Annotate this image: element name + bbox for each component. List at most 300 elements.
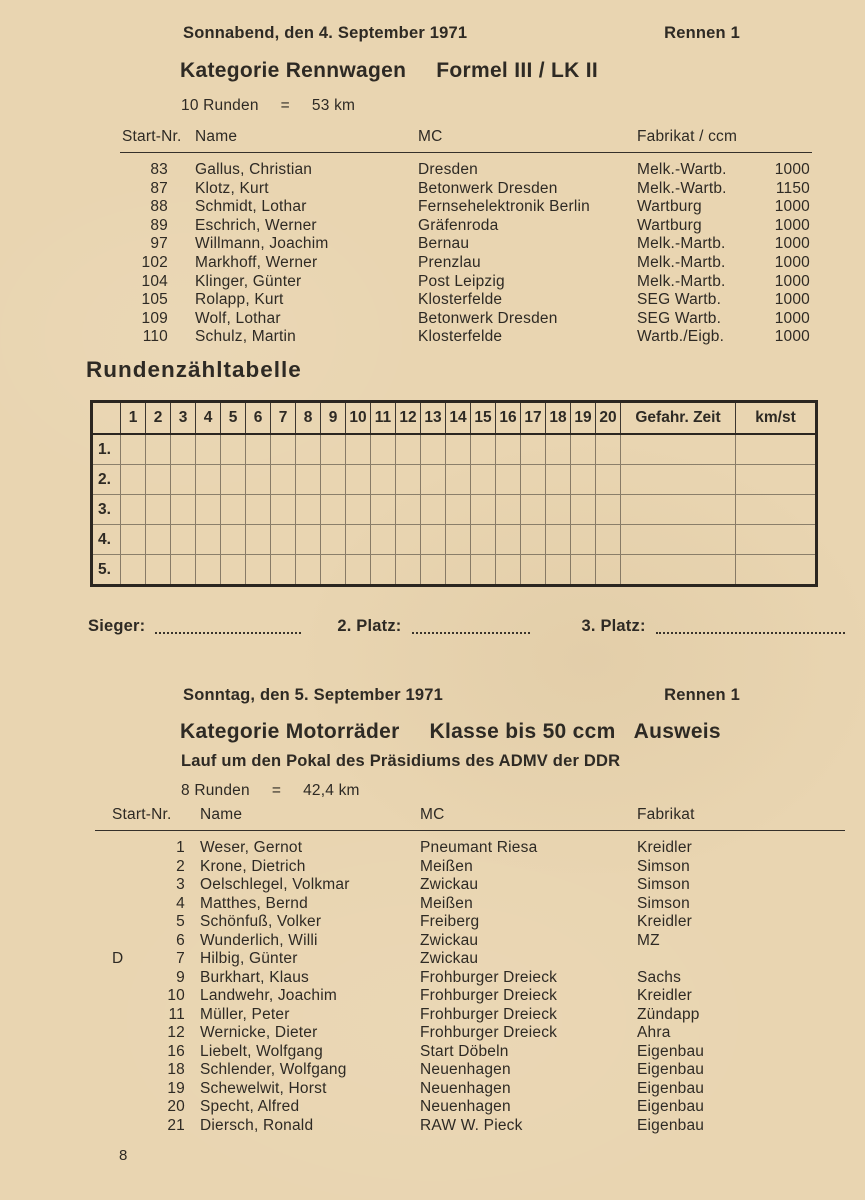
entry-table-header — [120, 128, 812, 148]
start-number: 4 — [176, 894, 185, 912]
col-start-nr: Start-Nr. — [122, 128, 182, 145]
lap-column-header: 17 — [521, 403, 546, 433]
lap-cell — [296, 465, 321, 494]
start-number: 109 — [141, 309, 168, 327]
rider-name: Krone, Dietrich — [200, 857, 306, 875]
start-number: 104 — [141, 272, 168, 290]
rider-name: Burkhart, Klaus — [200, 968, 309, 986]
race2-header — [183, 686, 740, 705]
lap-column-header: 20 — [596, 403, 621, 433]
entry-row — [95, 1117, 845, 1136]
lap-cell — [221, 495, 246, 524]
position-label: 3. — [93, 495, 121, 524]
lap-cell — [171, 465, 196, 494]
lap-cell — [496, 435, 521, 464]
lap-cell — [371, 495, 396, 524]
third-place-label: 3. Platz: — [581, 617, 646, 635]
rider-name: Landwehr, Joachim — [200, 987, 337, 1004]
entry-row — [95, 950, 845, 969]
motor-club: Freiberg — [420, 913, 480, 930]
entry-row — [95, 1006, 845, 1025]
winner-blank-line — [155, 632, 301, 634]
start-number-cell — [95, 1061, 200, 1080]
lap-cell — [446, 495, 471, 524]
lap-cell — [371, 555, 396, 584]
speed-cell — [736, 495, 815, 524]
start-number: 89 — [150, 216, 168, 234]
start-number: 16 — [167, 1042, 185, 1060]
fabrikat: Kreidler — [637, 839, 693, 856]
race1-class: Formel III / LK II — [436, 59, 599, 82]
lap-row — [93, 435, 815, 465]
start-number: 88 — [150, 198, 168, 216]
lap-cell — [421, 465, 446, 494]
entry-row — [95, 1024, 845, 1043]
driver-name: Willmann, Joachim — [195, 235, 329, 253]
start-number: 105 — [141, 291, 168, 309]
motor-club: Klosterfelde — [418, 328, 503, 346]
entry-rows — [95, 831, 845, 1135]
fabrikat-cell — [637, 161, 812, 180]
start-number-cell — [95, 1024, 200, 1043]
speed-cell — [736, 555, 815, 584]
driver-name: Schmidt, Lothar — [195, 198, 307, 216]
lap-cell — [496, 495, 521, 524]
start-number-cell — [95, 1006, 200, 1025]
lap-cell — [321, 435, 346, 464]
race2-laps: 8 Runden — [181, 782, 250, 799]
lap-cell — [371, 525, 396, 554]
lap-cell — [196, 525, 221, 554]
lap-column-header: 12 — [396, 403, 421, 433]
rider-name: Weser, Gernot — [200, 839, 303, 856]
driver-name: Eschrich, Werner — [195, 216, 317, 234]
race1-header — [183, 24, 740, 43]
fabrikat: SEG Wartb. — [637, 309, 722, 327]
fabrikat: SEG Wartb. — [637, 291, 722, 309]
driver-name: Wolf, Lothar — [195, 309, 281, 327]
start-number-cell — [95, 895, 200, 914]
race2-date: Sonntag, den 5. September 1971 — [183, 686, 443, 704]
start-number: 3 — [176, 876, 185, 893]
lap-cell — [296, 555, 321, 584]
lap-cell — [321, 555, 346, 584]
lap-cell — [371, 435, 396, 464]
lap-cell — [221, 465, 246, 494]
results-line — [88, 617, 845, 636]
rider-name: Oelschlegel, Volkmar — [200, 876, 350, 893]
lap-cell — [246, 525, 271, 554]
col-mc: MC — [418, 128, 443, 145]
race1-distance-line — [181, 97, 355, 115]
lap-cell — [471, 465, 496, 494]
lap-cell — [421, 525, 446, 554]
lap-cell — [471, 555, 496, 584]
motor-club: Meißen — [420, 857, 473, 875]
fabrikat: Melk.-Wartb. — [637, 179, 727, 197]
lap-cell — [571, 525, 596, 554]
lap-cell — [146, 555, 171, 584]
lap-cell — [521, 555, 546, 584]
time-cell — [621, 465, 736, 494]
entry-row — [120, 254, 812, 273]
rider-name: Liebelt, Wolfgang — [200, 1042, 323, 1060]
race1-number: Rennen 1 — [664, 24, 740, 42]
lap-cell — [421, 495, 446, 524]
lap-cell — [196, 555, 221, 584]
spacer — [406, 59, 436, 83]
lap-cell — [546, 555, 571, 584]
entry-row — [120, 291, 812, 310]
start-number-cell — [95, 950, 200, 969]
entry-table-header — [95, 806, 845, 826]
ccm-value: 1000 — [774, 253, 810, 271]
entry-row — [95, 987, 845, 1006]
lap-row — [93, 465, 815, 495]
race2-subtitle: Lauf um den Pokal des Präsidiums des ADMV der DDR — [181, 752, 621, 770]
speed-cell — [736, 435, 815, 464]
motor-club: Zwickau — [420, 931, 479, 949]
entry-row — [120, 198, 812, 217]
lap-cell — [346, 555, 371, 584]
lap-table-title: Rundenzähltabelle — [86, 357, 302, 382]
lap-cell — [296, 525, 321, 554]
lap-cell — [196, 495, 221, 524]
motor-club: Neuenhagen — [420, 1098, 511, 1115]
lap-cell — [396, 525, 421, 554]
entry-row — [120, 235, 812, 254]
fabrikat: Melk.-Wartb. — [637, 161, 727, 178]
lap-cell — [171, 555, 196, 584]
lap-column-header: 18 — [546, 403, 571, 433]
motor-club: Meißen — [420, 894, 473, 912]
lap-cell — [221, 555, 246, 584]
fabrikat-cell — [637, 254, 812, 273]
lap-cell — [596, 525, 621, 554]
lap-cell — [546, 435, 571, 464]
race2-license: Ausweis — [633, 720, 721, 743]
lap-cell — [471, 435, 496, 464]
start-number: 6 — [176, 931, 185, 949]
lap-cell — [146, 435, 171, 464]
lap-cell — [246, 495, 271, 524]
lap-column-header: 8 — [296, 403, 321, 433]
fabrikat: MZ — [637, 931, 660, 949]
lap-cell — [346, 525, 371, 554]
entry-row — [120, 180, 812, 199]
lap-cell — [546, 495, 571, 524]
equals-sign: = — [280, 97, 290, 114]
lap-cell — [496, 465, 521, 494]
motor-club: Frohburger Dreieck — [420, 968, 558, 986]
lap-cell — [521, 465, 546, 494]
col-name: Name — [200, 806, 243, 823]
rider-name: Müller, Peter — [200, 1005, 290, 1023]
lap-cell — [371, 465, 396, 494]
lap-cell — [471, 495, 496, 524]
lap-cell — [296, 435, 321, 464]
start-number-cell — [95, 969, 200, 988]
fabrikat: Eigenbau — [637, 1098, 705, 1115]
lap-table-header-row — [93, 403, 815, 435]
motor-club: Bernau — [418, 235, 470, 253]
motor-club: Start Döbeln — [420, 1042, 509, 1060]
lap-cell — [221, 435, 246, 464]
motor-club: Zwickau — [420, 950, 479, 967]
start-number-cell — [95, 839, 200, 858]
lap-cell — [496, 555, 521, 584]
race1-date: Sonnabend, den 4. September 1971 — [183, 24, 468, 42]
driver-name: Gallus, Christian — [195, 161, 313, 178]
col-fabrikat: Fabrikat — [637, 806, 695, 823]
second-place-label: 2. Platz: — [337, 617, 402, 635]
motor-club: Betonwerk Dresden — [418, 179, 558, 197]
motor-club: Gräfenroda — [418, 216, 499, 234]
race2-entry-table — [95, 806, 845, 1135]
start-number-cell — [95, 876, 200, 895]
lap-cell — [496, 525, 521, 554]
motor-club: RAW W. Pieck — [420, 1116, 523, 1134]
lap-cell — [271, 555, 296, 584]
motor-club: Frohburger Dreieck — [420, 1005, 558, 1023]
speed-cell — [736, 525, 815, 554]
fabrikat: Melk.-Martb. — [637, 272, 726, 290]
lap-cell — [346, 465, 371, 494]
rider-name: Hilbig, Günter — [200, 950, 298, 967]
lap-cell — [396, 495, 421, 524]
motor-club: Fernsehelektronik Berlin — [418, 198, 590, 216]
fabrikat: Wartburg — [637, 198, 702, 216]
fabrikat: Simson — [637, 876, 690, 893]
fabrikat: Melk.-Martb. — [637, 235, 726, 253]
page-number: 8 — [119, 1147, 128, 1164]
fabrikat: Eigenbau — [637, 1079, 705, 1097]
lap-cell — [171, 525, 196, 554]
lap-cell — [471, 525, 496, 554]
start-number: 10 — [167, 987, 185, 1004]
entry-row — [120, 217, 812, 236]
fabrikat: Kreidler — [637, 913, 693, 930]
lap-cell — [121, 525, 146, 554]
third-place-blank-line — [656, 632, 845, 634]
lap-cell — [271, 435, 296, 464]
position-label: 1. — [93, 435, 121, 464]
col-start-nr: Start-Nr. — [112, 806, 172, 823]
lap-cell — [421, 435, 446, 464]
race1-title — [180, 59, 598, 83]
race2-title — [180, 720, 721, 744]
race2-distance-line — [181, 782, 360, 800]
ccm-value: 1000 — [774, 161, 810, 178]
lap-cell — [271, 525, 296, 554]
rider-name: Wunderlich, Willi — [200, 931, 318, 949]
rider-name: Schönfuß, Volker — [200, 913, 322, 930]
motor-club: Neuenhagen — [420, 1079, 511, 1097]
fabrikat-cell — [637, 328, 812, 347]
driver-name: Schulz, Martin — [195, 328, 296, 346]
start-number-cell — [95, 1098, 200, 1117]
winner-label: Sieger: — [88, 617, 146, 635]
entry-row — [95, 913, 845, 932]
motor-club: Post Leipzig — [418, 272, 505, 290]
time-cell — [621, 495, 736, 524]
race1-km: 53 km — [311, 97, 356, 114]
start-number: 102 — [141, 253, 168, 271]
time-cell — [621, 525, 736, 554]
driver-name: Klotz, Kurt — [195, 179, 269, 197]
lap-cell — [596, 555, 621, 584]
rider-name: Schewelwit, Horst — [200, 1079, 327, 1097]
fabrikat-cell — [637, 217, 812, 236]
fabrikat-cell — [637, 180, 812, 199]
ccm-value: 1000 — [774, 235, 810, 253]
start-number: 110 — [142, 328, 168, 346]
fabrikat — [637, 950, 845, 969]
entry-row — [95, 1043, 845, 1062]
lap-cell — [221, 525, 246, 554]
entry-row — [95, 932, 845, 951]
lap-column-header: 13 — [421, 403, 446, 433]
entry-row — [95, 1098, 845, 1117]
lap-column-header: 15 — [471, 403, 496, 433]
position-label: 4. — [93, 525, 121, 554]
entry-rows — [120, 153, 812, 347]
lap-row — [93, 555, 815, 584]
lap-cell — [196, 465, 221, 494]
motor-club: Frohburger Dreieck — [420, 987, 558, 1004]
race2-number: Rennen 1 — [664, 686, 740, 704]
lap-cell — [121, 435, 146, 464]
lap-cell — [421, 555, 446, 584]
race1-entry-table — [120, 128, 812, 347]
lap-column-header: 10 — [346, 403, 371, 433]
fabrikat: Simson — [637, 894, 690, 912]
col-mc: MC — [420, 806, 445, 823]
lap-cell — [446, 555, 471, 584]
lap-cell — [246, 555, 271, 584]
motor-club: Dresden — [418, 161, 478, 178]
lap-cell — [571, 495, 596, 524]
lap-cell — [346, 495, 371, 524]
lap-cell — [321, 525, 346, 554]
lap-column-header: 5 — [221, 403, 246, 433]
race1-category: Kategorie Rennwagen — [180, 59, 407, 82]
corner-cell — [93, 403, 121, 433]
entry-prefix: D — [112, 950, 124, 967]
lap-cell — [296, 495, 321, 524]
start-number: 87 — [150, 179, 168, 197]
rider-name: Matthes, Bernd — [200, 894, 308, 912]
lap-cell — [146, 495, 171, 524]
equals-sign: = — [271, 782, 282, 799]
start-number-cell — [95, 913, 200, 932]
position-label: 5. — [93, 555, 121, 584]
start-number: 18 — [167, 1061, 185, 1078]
motor-club: Neuenhagen — [420, 1061, 511, 1078]
lap-cell — [171, 495, 196, 524]
lap-cell — [521, 495, 546, 524]
race1-laps: 10 Runden — [181, 97, 259, 114]
col-km-st: km/st — [755, 409, 796, 426]
lap-cell — [321, 465, 346, 494]
second-place-group — [337, 617, 529, 636]
lap-cell — [121, 465, 146, 494]
lap-column-header: 6 — [246, 403, 271, 433]
lap-cell — [396, 465, 421, 494]
ccm-value: 1000 — [774, 198, 810, 216]
lap-cell — [321, 495, 346, 524]
lap-cell — [396, 435, 421, 464]
fabrikat: Wartburg — [637, 216, 702, 234]
fabrikat: Eigenbau — [637, 1042, 705, 1060]
lap-cell — [596, 465, 621, 494]
lap-column-header: 7 — [271, 403, 296, 433]
lap-cell — [596, 495, 621, 524]
race2-km: 42,4 km — [303, 782, 360, 799]
lap-cell — [571, 555, 596, 584]
lap-cell — [346, 435, 371, 464]
lap-cell — [446, 435, 471, 464]
lap-cell — [521, 435, 546, 464]
start-number-cell — [95, 987, 200, 1006]
entry-row — [95, 969, 845, 988]
motor-club: Prenzlau — [418, 253, 481, 271]
winner-group — [88, 617, 301, 636]
fabrikat-cell — [637, 273, 812, 292]
lap-cell — [521, 525, 546, 554]
lap-column-header: 11 — [371, 403, 396, 433]
lap-cell — [546, 465, 571, 494]
lap-cell — [546, 525, 571, 554]
lap-cell — [246, 465, 271, 494]
start-number: 21 — [167, 1116, 185, 1134]
fabrikat: Ahra — [637, 1024, 671, 1041]
time-cell — [621, 555, 736, 584]
start-number-cell — [95, 858, 200, 877]
fabrikat: Wartb./Eigb. — [637, 328, 725, 346]
entry-row — [120, 310, 812, 329]
lap-cell — [571, 435, 596, 464]
col-fabrikat: Fabrikat / ccm — [637, 128, 738, 145]
start-number: 9 — [176, 968, 185, 986]
fabrikat-cell — [637, 235, 812, 254]
entry-row — [120, 328, 812, 347]
driver-name: Rolapp, Kurt — [195, 291, 284, 309]
lap-column-header: 2 — [146, 403, 171, 433]
race2-category: Kategorie Motorräder — [180, 720, 400, 743]
fabrikat-cell — [637, 310, 812, 329]
start-number: 5 — [176, 913, 185, 930]
lap-cell — [121, 495, 146, 524]
fabrikat: Eigenbau — [637, 1061, 705, 1078]
ccm-value: 1000 — [774, 328, 810, 346]
start-number: 2 — [176, 857, 185, 875]
fabrikat: Sachs — [637, 968, 682, 986]
lap-cell — [171, 435, 196, 464]
start-number: 83 — [150, 161, 168, 178]
rider-name: Diersch, Ronald — [200, 1116, 314, 1134]
rider-name: Schlender, Wolfgang — [200, 1061, 347, 1078]
lap-column-header: 14 — [446, 403, 471, 433]
entry-row — [95, 839, 845, 858]
lap-cell — [396, 555, 421, 584]
race2-class: Klasse bis 50 ccm — [429, 720, 616, 743]
start-number: 20 — [167, 1098, 185, 1115]
col-gefahr-zeit: Gefahr. Zeit — [621, 403, 736, 433]
entry-row — [95, 1080, 845, 1099]
start-number-cell — [95, 1043, 200, 1062]
lap-column-header: 16 — [496, 403, 521, 433]
